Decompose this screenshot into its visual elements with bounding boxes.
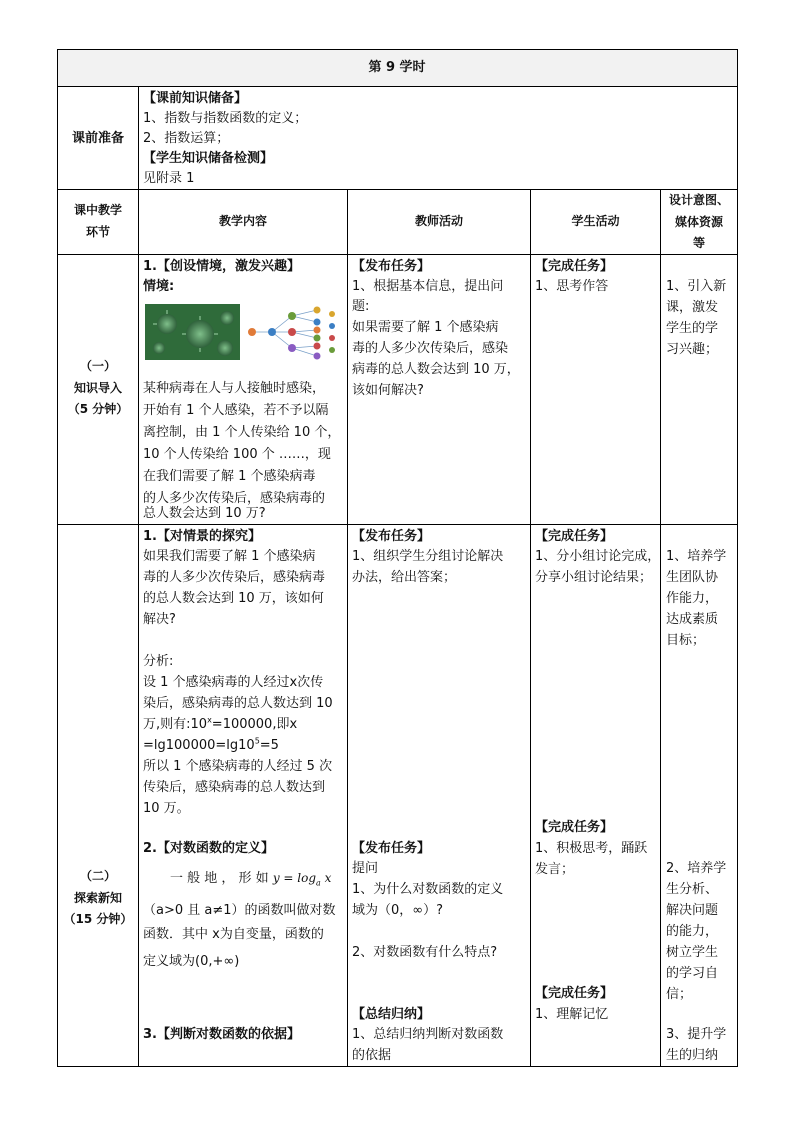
col-divider xyxy=(660,189,661,1067)
section2-intent-line: 信； xyxy=(666,987,693,1002)
section1-teacher-title: 【发布任务】 xyxy=(352,259,431,274)
section2-intent-line: 的能力， xyxy=(666,924,719,939)
prep-heading: 【学生知识储备检测】 xyxy=(143,151,274,166)
prep-heading: 【课前知识储备】 xyxy=(143,91,248,106)
section2-teacher-line: 提问 xyxy=(352,861,379,876)
col-divider xyxy=(347,189,348,1067)
analysis-line: 染后，感染病毒的总人数达到 10 xyxy=(143,696,333,711)
prep-note: 见附录 1 xyxy=(143,171,195,186)
section1-teacher-line: 毒的人多少次传染后，感染 xyxy=(352,341,509,356)
col-header-student: 学生活动 xyxy=(571,214,620,228)
section1-content-line: 10 个人传染给 100 个 ……，现 xyxy=(143,447,331,462)
definition-line: （a>0 且 a≠1）的函数叫做对数 xyxy=(143,903,336,918)
analysis-equation: 万,则有$:10^x=100000$,即x xyxy=(143,715,298,732)
section1-intent-line: 1、引入新 xyxy=(666,279,727,294)
section2-teacher-line: 的依据 xyxy=(352,1048,392,1063)
section2-part3-title: 3.【判断对数函数的依据】 xyxy=(143,1027,300,1042)
section2-intent-line: 作能力， xyxy=(666,591,719,606)
section2-part2-title: 2.【对数函数的定义】 xyxy=(143,841,274,856)
section2-intent-line: 生的归纳 xyxy=(666,1048,719,1063)
table-border-top xyxy=(57,49,738,50)
section2-teacher-line: 1、总结归纳判断对数函数 xyxy=(352,1027,504,1042)
section2-label: （二） 探索新知 （15 分钟） xyxy=(63,869,133,926)
section2-student-title: 【完成任务】 xyxy=(535,820,614,835)
section2-teacher-line: 1、组织学生分组讨论解决 xyxy=(352,549,504,564)
section1-content-line: 的人多少次传染后，感染病毒的 xyxy=(143,491,326,506)
virus-image xyxy=(145,304,240,360)
analysis-line: 传染后，感染病毒的总人数达到 xyxy=(143,780,326,795)
section2-teacher-line: 办法，给出答案； xyxy=(352,570,457,585)
col-header-intent: 设计意图、 媒体资源 等 xyxy=(668,193,729,250)
prep-item: 1、指数与指数函数的定义； xyxy=(143,111,308,126)
section2-intent-line: 生团队协 xyxy=(666,570,719,585)
col-header-stage: 课中教学 环节 xyxy=(73,203,122,239)
section2-teacher-title: 【发布任务】 xyxy=(352,529,431,544)
row-divider xyxy=(57,254,738,255)
section1-teacher-line: 该如何解决? xyxy=(352,383,424,398)
section2-student-line: 1、理解记忆 xyxy=(535,1007,609,1022)
analysis-line: 设 1 个感染病毒的人经过x次传 xyxy=(143,675,324,690)
table-border-right xyxy=(737,49,738,1067)
analysis-equation: $=\lg 100000=\lg 10^5=5$ xyxy=(143,736,279,753)
section2-intent-line: 目标； xyxy=(666,633,706,648)
section1-intent-line: 学生的学 xyxy=(666,321,719,336)
section2-part1-line: 解决? xyxy=(143,612,176,627)
prep-item: 2、指数运算； xyxy=(143,131,230,146)
col-divider xyxy=(530,189,531,1067)
section2-part1-line: 毒的人多少次传染后，感染病毒 xyxy=(143,570,326,585)
section2-teacher-line: 2、对数函数有什么特点? xyxy=(352,945,498,960)
section2-intent-line: 达成素质 xyxy=(666,612,719,627)
section2-intent-line: 2、培养学 xyxy=(666,861,727,876)
page-title: 第 9 学时 xyxy=(368,60,426,75)
analysis-line: 10 万。 xyxy=(143,801,190,816)
col-divider xyxy=(138,86,139,1067)
section1-teacher-line: 题: xyxy=(352,299,370,314)
log-formula: $y = \log_a x$ xyxy=(272,871,332,888)
section1-content-sub: 情境: xyxy=(143,279,175,294)
col-header-content: 教学内容 xyxy=(218,214,267,228)
section1-intent-line: 课，激发 xyxy=(666,300,719,315)
section1-teacher-line: 1、根据基本信息，提出问 xyxy=(352,279,504,294)
section2-intent-line: 树立学生 xyxy=(666,945,719,960)
section2-teacher-title: 【总结归纳】 xyxy=(352,1007,431,1022)
section2-teacher-title: 【发布任务】 xyxy=(352,841,431,856)
section2-intent-line: 生分析、 xyxy=(666,882,719,897)
section1-content-line: 开始有 1 个人感染，若不予以隔 xyxy=(143,403,329,418)
prep-label: 课前准备 xyxy=(71,131,124,146)
section2-intent-line: 3、提升学 xyxy=(666,1027,727,1042)
definition-line: 定义域为(0,+∞) xyxy=(143,954,240,969)
section2-part1-title: 1.【对情景的探究】 xyxy=(143,529,261,544)
analysis-line: 所以 1 个感染病毒的人经过 5 次 xyxy=(143,759,333,774)
section1-content-line: 某种病毒在人与人接触时感染， xyxy=(143,381,326,396)
section1-content-title: 1.【创设情境，激发兴趣】 xyxy=(143,259,300,274)
section2-part1-line: 的总人数会达到 10 万，该如何 xyxy=(143,591,324,606)
row-divider xyxy=(57,86,738,87)
section1-intent-line: 习兴趣； xyxy=(666,342,719,357)
section1-label: （一） 知识导入 （5 分钟） xyxy=(67,359,129,416)
definition-line: 一 般 地 ， 形 如 $y = \log_a x$ xyxy=(170,871,332,888)
section1-content-line: 在我们需要了解 1 个感染病毒 xyxy=(143,469,316,484)
section2-student-line: 1、分小组讨论完成， xyxy=(535,549,661,564)
section2-teacher-line: 域为（0，∞）? xyxy=(352,903,444,918)
section2-student-line: 发言； xyxy=(535,862,575,877)
section2-intent-line: 的学习自 xyxy=(666,966,719,981)
section1-teacher-line: 如果需要了解 1 个感染病 xyxy=(352,320,499,335)
table-border-bottom xyxy=(57,1066,738,1067)
network-icon xyxy=(242,304,342,360)
section1-student-line: 1、思考作答 xyxy=(535,279,609,294)
section2-student-title: 【完成任务】 xyxy=(535,529,614,544)
section2-student-line: 1、积极思考，踊跃 xyxy=(535,841,648,856)
col-header-teacher: 教师活动 xyxy=(414,214,463,228)
section2-student-title: 【完成任务】 xyxy=(535,986,614,1001)
section2-intent-line: 解决问题 xyxy=(666,903,719,918)
section1-content-line: 离控制，由 1 个人传染给 10 个， xyxy=(143,425,341,440)
section1-content-line: 总人数会达到 10 万? xyxy=(143,506,266,521)
definition-line: 函数．其中 x为自变量，函数的 xyxy=(143,927,324,942)
section2-intent-line: 1、培养学 xyxy=(666,549,727,564)
section2-part1-line: 如果我们需要了解 1 个感染病 xyxy=(143,549,316,564)
section1-teacher-line: 病毒的总人数会达到 10 万， xyxy=(352,362,520,377)
section2-student-line: 分享小组讨论结果； xyxy=(535,570,653,585)
analysis-label: 分析: xyxy=(143,654,174,669)
section1-student-title: 【完成任务】 xyxy=(535,259,614,274)
section2-teacher-line: 1、为什么对数函数的定义 xyxy=(352,882,504,897)
